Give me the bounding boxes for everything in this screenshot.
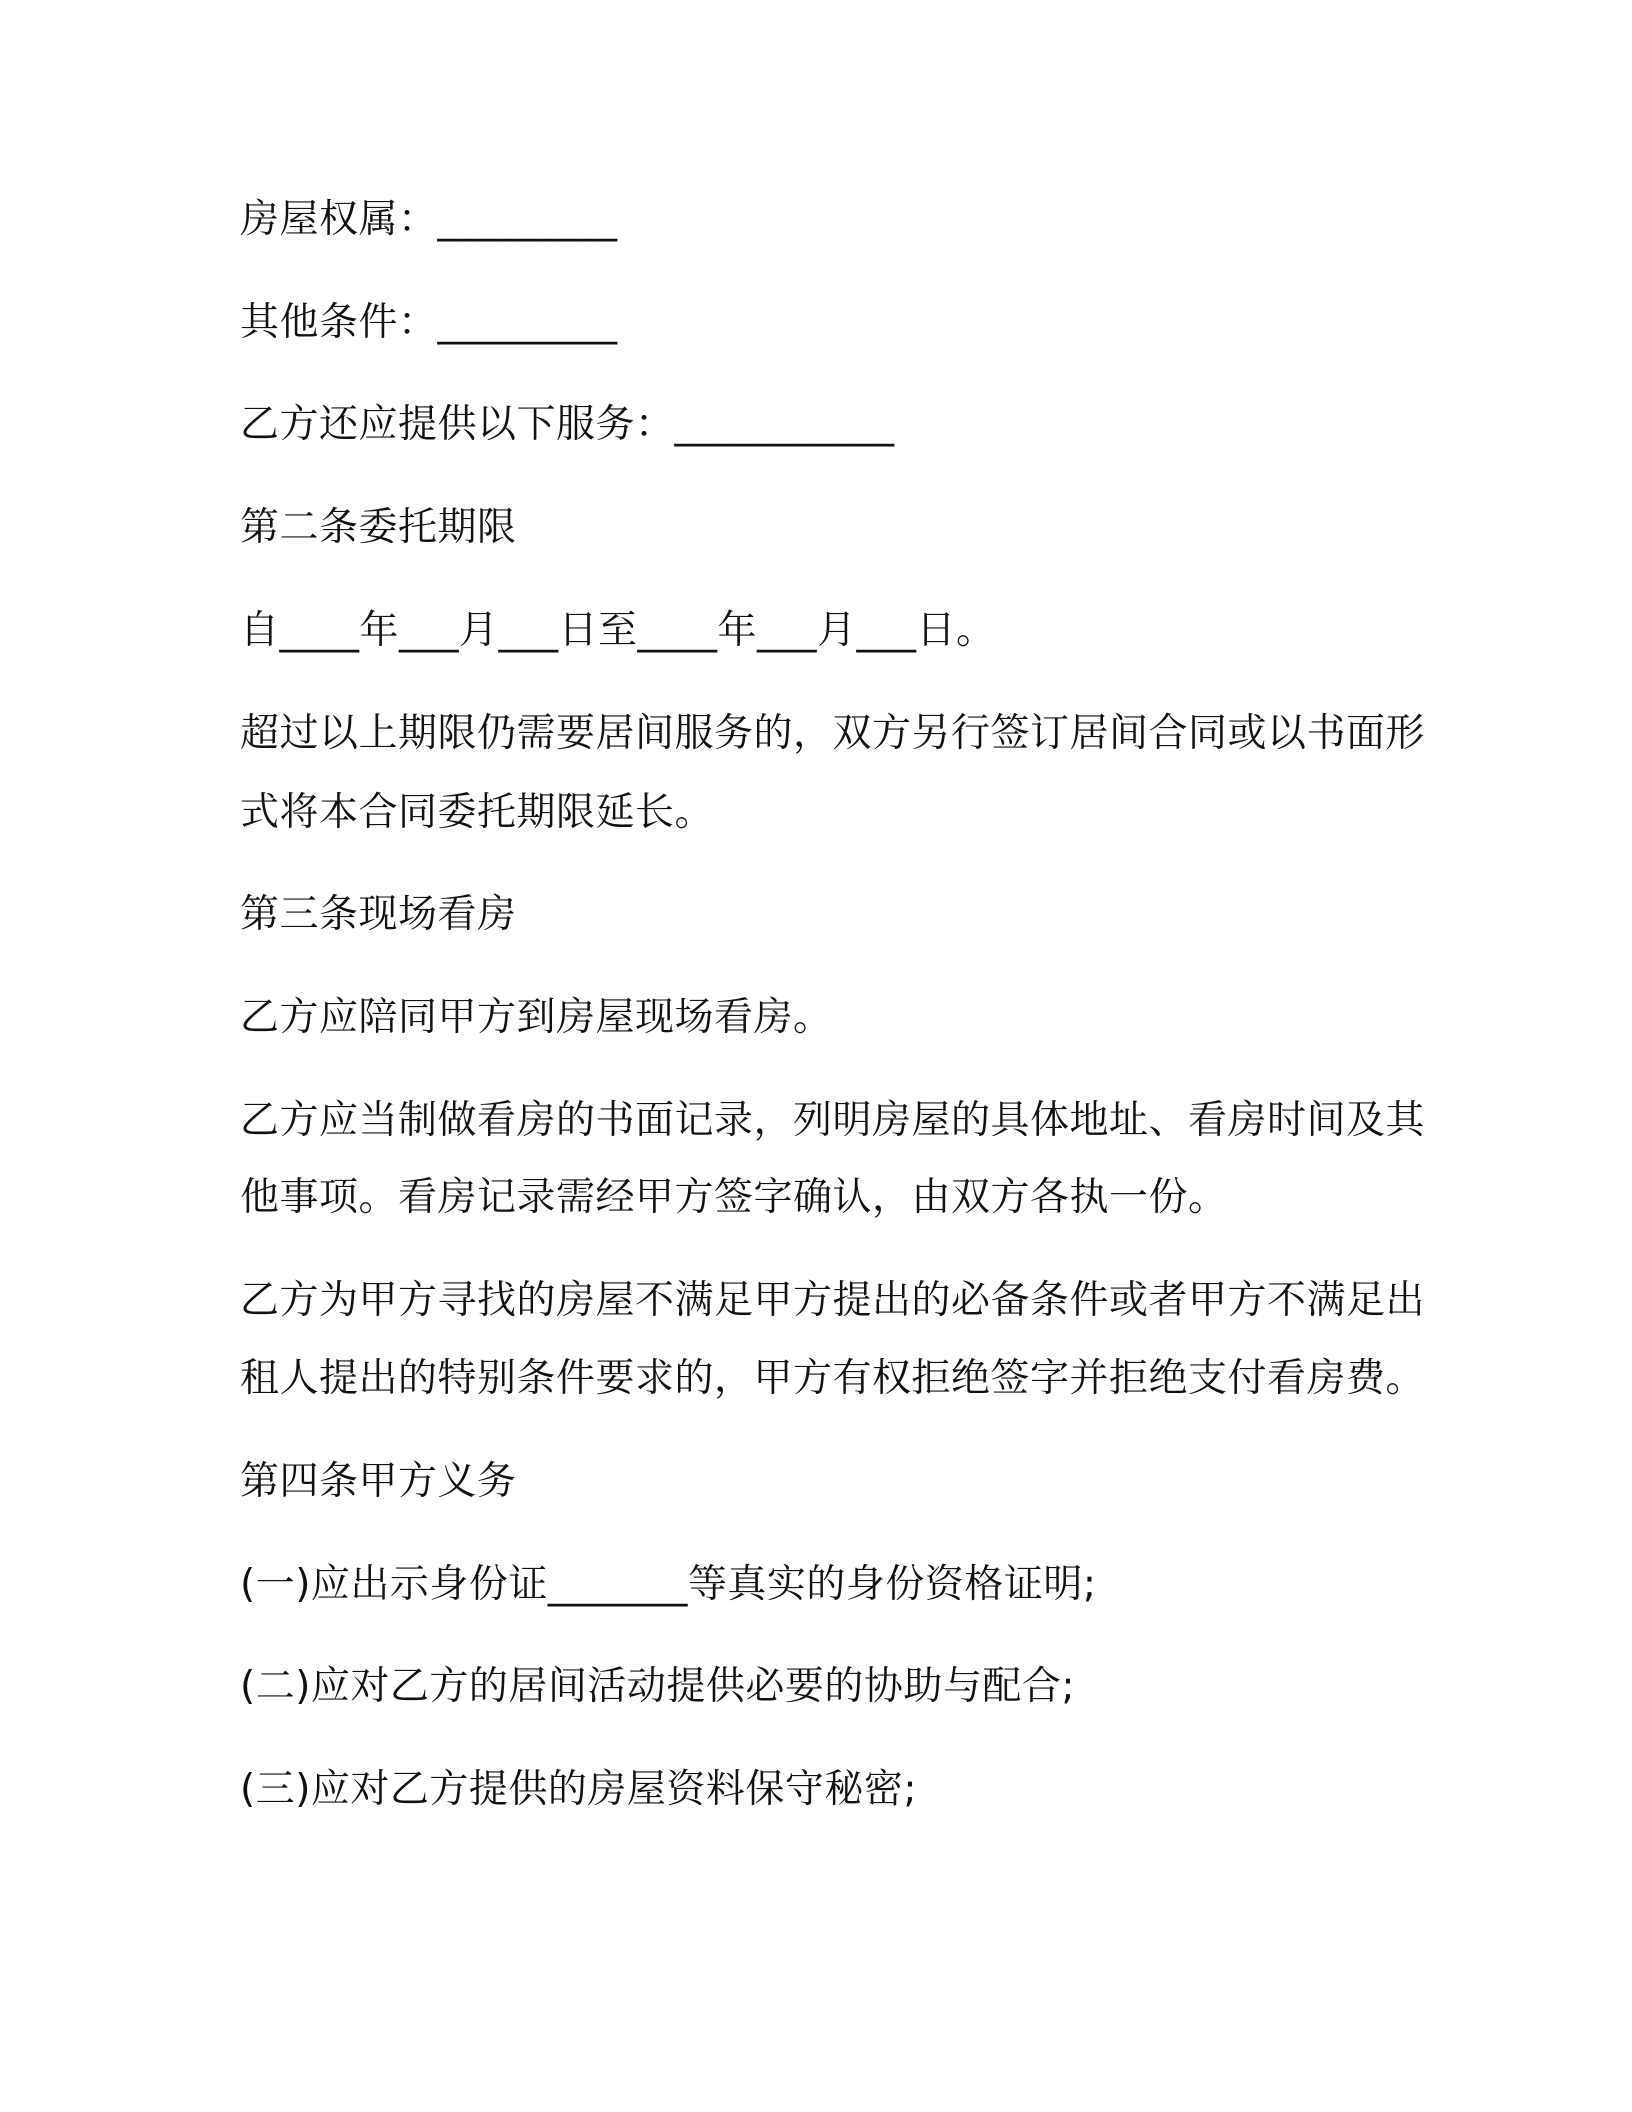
paragraph-viewing-record-line-1: 乙方应当制做看房的书面记录，列明房屋的具体地址、看房时间及其 — [240, 1098, 1426, 1143]
paragraph-refusal-line-2: 租人提出的特别条件要求的，甲方有权拒绝签字并拒绝支付看房费。 — [240, 1356, 1426, 1401]
obligation-item-3: (三)应对乙方提供的房屋资料保守秘密; — [240, 1767, 918, 1812]
field-property-ownership: 房屋权属：_________ — [240, 197, 618, 242]
heading-article-2: 第二条委托期限 — [240, 505, 517, 550]
heading-article-4: 第四条甲方义务 — [240, 1459, 517, 1504]
obligation-item-2: (二)应对乙方的居间活动提供必要的协助与配合; — [240, 1664, 1076, 1709]
paragraph-extension-line-1: 超过以上期限仍需要居间服务的，双方另行签订居间合同或以书面形 — [240, 711, 1426, 756]
paragraph-viewing-record-line-2: 他事项。看房记录需经甲方签字确认，由双方各执一份。 — [240, 1175, 1228, 1220]
field-other-conditions: 其他条件：_________ — [240, 300, 618, 345]
term-date-range: 自____年___月___日至____年___月___日。 — [240, 608, 996, 653]
paragraph-accompany-viewing: 乙方应陪同甲方到房屋现场看房。 — [240, 995, 833, 1040]
field-additional-services: 乙方还应提供以下服务：___________ — [240, 402, 895, 447]
obligation-item-1: (一)应出示身份证_______等真实的身份资格证明; — [240, 1562, 1097, 1607]
heading-article-3: 第三条现场看房 — [240, 892, 517, 937]
paragraph-refusal-line-1: 乙方为甲方寻找的房屋不满足甲方提出的必备条件或者甲方不满足出 — [240, 1278, 1426, 1323]
paragraph-extension-line-2: 式将本合同委托期限延长。 — [240, 790, 715, 835]
